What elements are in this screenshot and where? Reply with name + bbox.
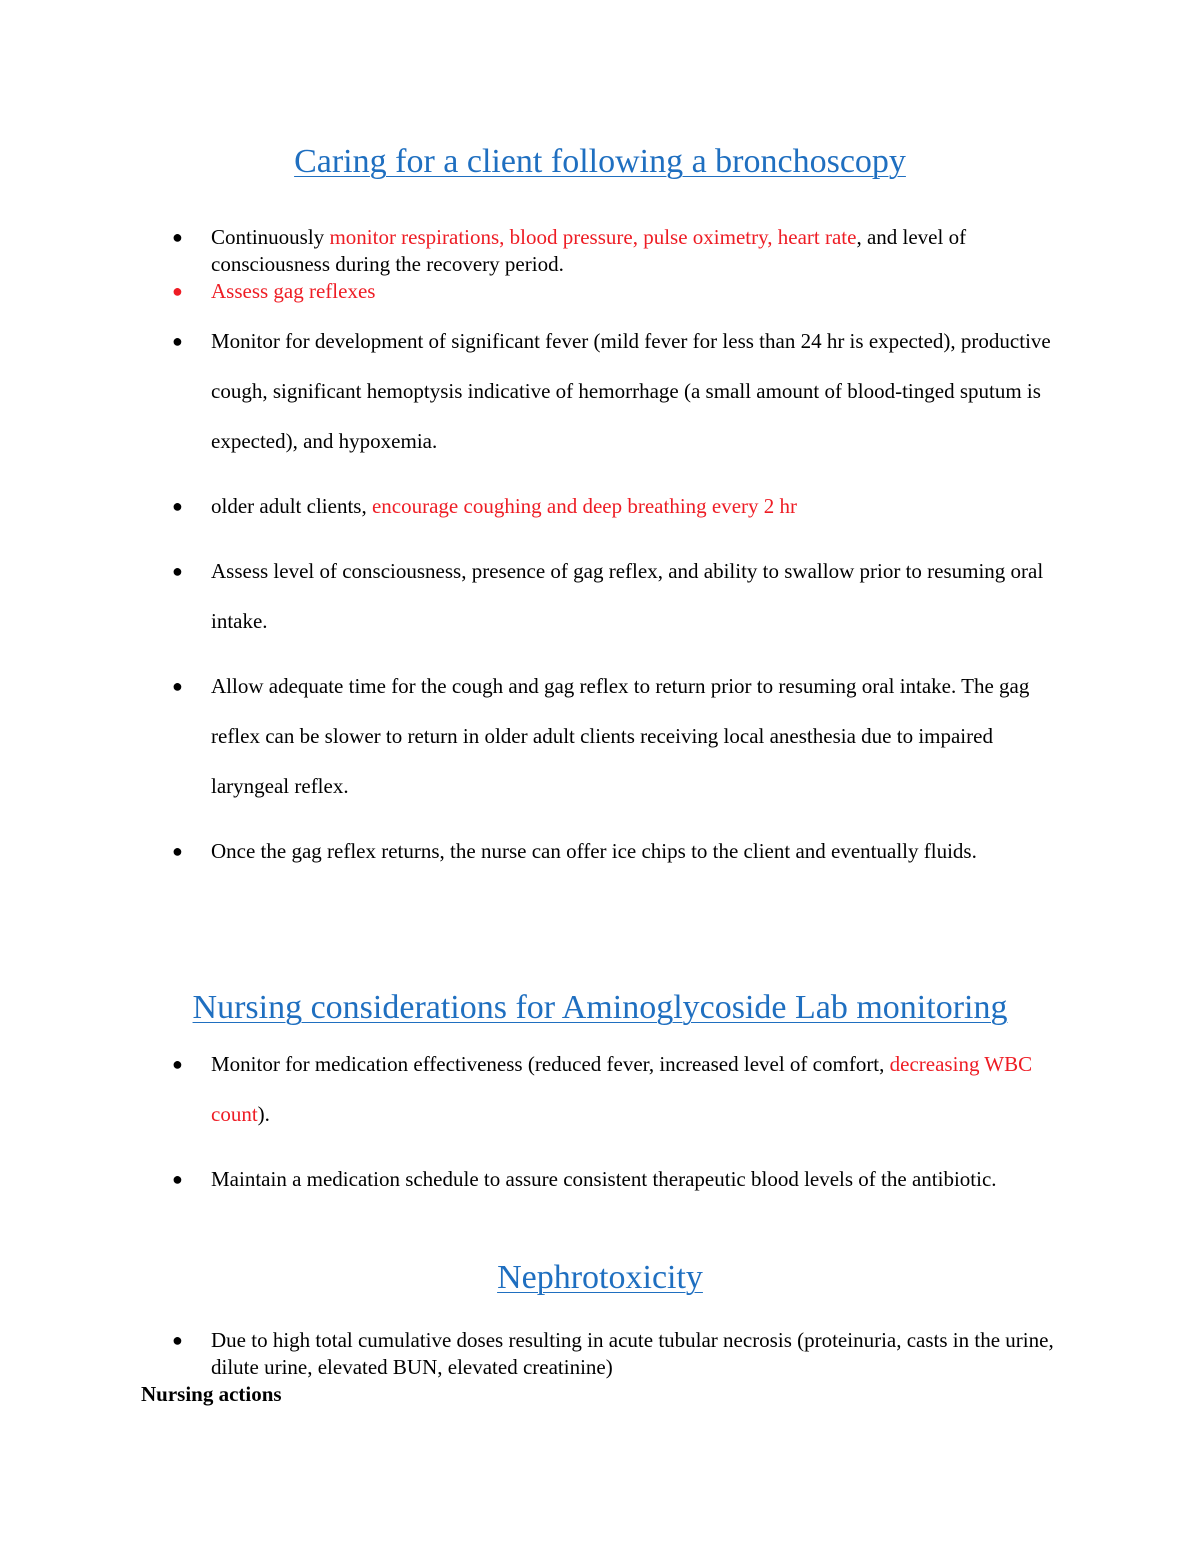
item-text: Monitor for medication effectiveness (reduced fever, increased level of comfort, <box>211 1052 890 1076</box>
aminoglycoside-list <box>0 1039 1200 1204</box>
subheading-nursing-actions: Nursing actions <box>141 1382 282 1406</box>
list-item <box>0 546 1200 646</box>
bronchoscopy-list <box>0 224 1200 305</box>
list-item <box>0 1039 1200 1139</box>
bullet-icon: ● <box>172 227 183 247</box>
list-item <box>0 481 1200 531</box>
item-highlight: monitor respirations, blood pressure, pulse oximetry, heart rate <box>329 225 857 249</box>
list-item <box>0 278 1200 305</box>
nephrotoxicity-list <box>0 1327 1200 1381</box>
item-text: Allow adequate time for the cough and gag reflex to return prior to resuming oral intake. The gag reflex can be slower to return in older adult clients receiving local anesthesia due to impaired laryngeal reflex. <box>211 674 1030 798</box>
item-text: Monitor for development of significant fever (mild fever for less than 24 hr is expected), productive cough, significant hemoptysis indicative of hemorrhage (a small amount of blood-tinged sputum is expected), and hypoxemia. <box>211 329 1051 453</box>
bullet-icon: ● <box>172 1330 183 1350</box>
bullet-icon: ● <box>172 676 183 696</box>
heading-aminoglycoside: Nursing considerations for Aminoglycoside Lab monitoring <box>192 989 1008 1026</box>
list-item <box>0 826 1200 876</box>
item-text: , and level of consciousness during the recovery period. <box>211 225 967 276</box>
list-item <box>0 661 1200 811</box>
bullet-icon: ● <box>172 1054 183 1074</box>
item-text: Due to high total cumulative doses resulting in acute tubular necrosis (proteinuria, casts in the urine, dilute urine, elevated BUN, elevated creatinine) <box>211 1328 1054 1379</box>
item-highlight: decreasing WBC count <box>211 1052 1033 1126</box>
list-item <box>0 1327 1200 1381</box>
item-text: Continuously <box>211 225 330 249</box>
bullet-icon: ● <box>172 496 183 516</box>
item-text: older adult clients, <box>211 494 372 518</box>
item-text: Maintain a medication schedule to assure consistent therapeutic blood levels of the antibiotic. <box>211 1167 997 1191</box>
bullet-icon: ● <box>172 561 183 581</box>
heading-bronchoscopy: Caring for a client following a bronchoscopy <box>294 143 906 180</box>
bronchoscopy-list-continued <box>0 316 1200 876</box>
item-text: Assess level of consciousness, presence of gag reflex, and ability to swallow prior to resuming oral intake. <box>211 559 1044 633</box>
list-item <box>0 316 1200 466</box>
item-text: ). <box>257 1102 270 1126</box>
bullet-icon: ● <box>172 841 183 861</box>
bullet-icon: ● <box>172 281 183 301</box>
bullet-icon: ● <box>172 331 183 351</box>
item-highlight: encourage coughing and deep breathing every 2 hr <box>371 494 798 518</box>
list-item <box>0 224 1200 278</box>
bullet-icon: ● <box>172 1169 183 1189</box>
list-item <box>0 1154 1200 1204</box>
item-text: Once the gag reflex returns, the nurse can offer ice chips to the client and eventually fluids. <box>211 839 977 863</box>
item-highlight: Assess gag reflexes <box>211 279 376 303</box>
heading-nephrotoxicity: Nephrotoxicity <box>497 1259 703 1296</box>
